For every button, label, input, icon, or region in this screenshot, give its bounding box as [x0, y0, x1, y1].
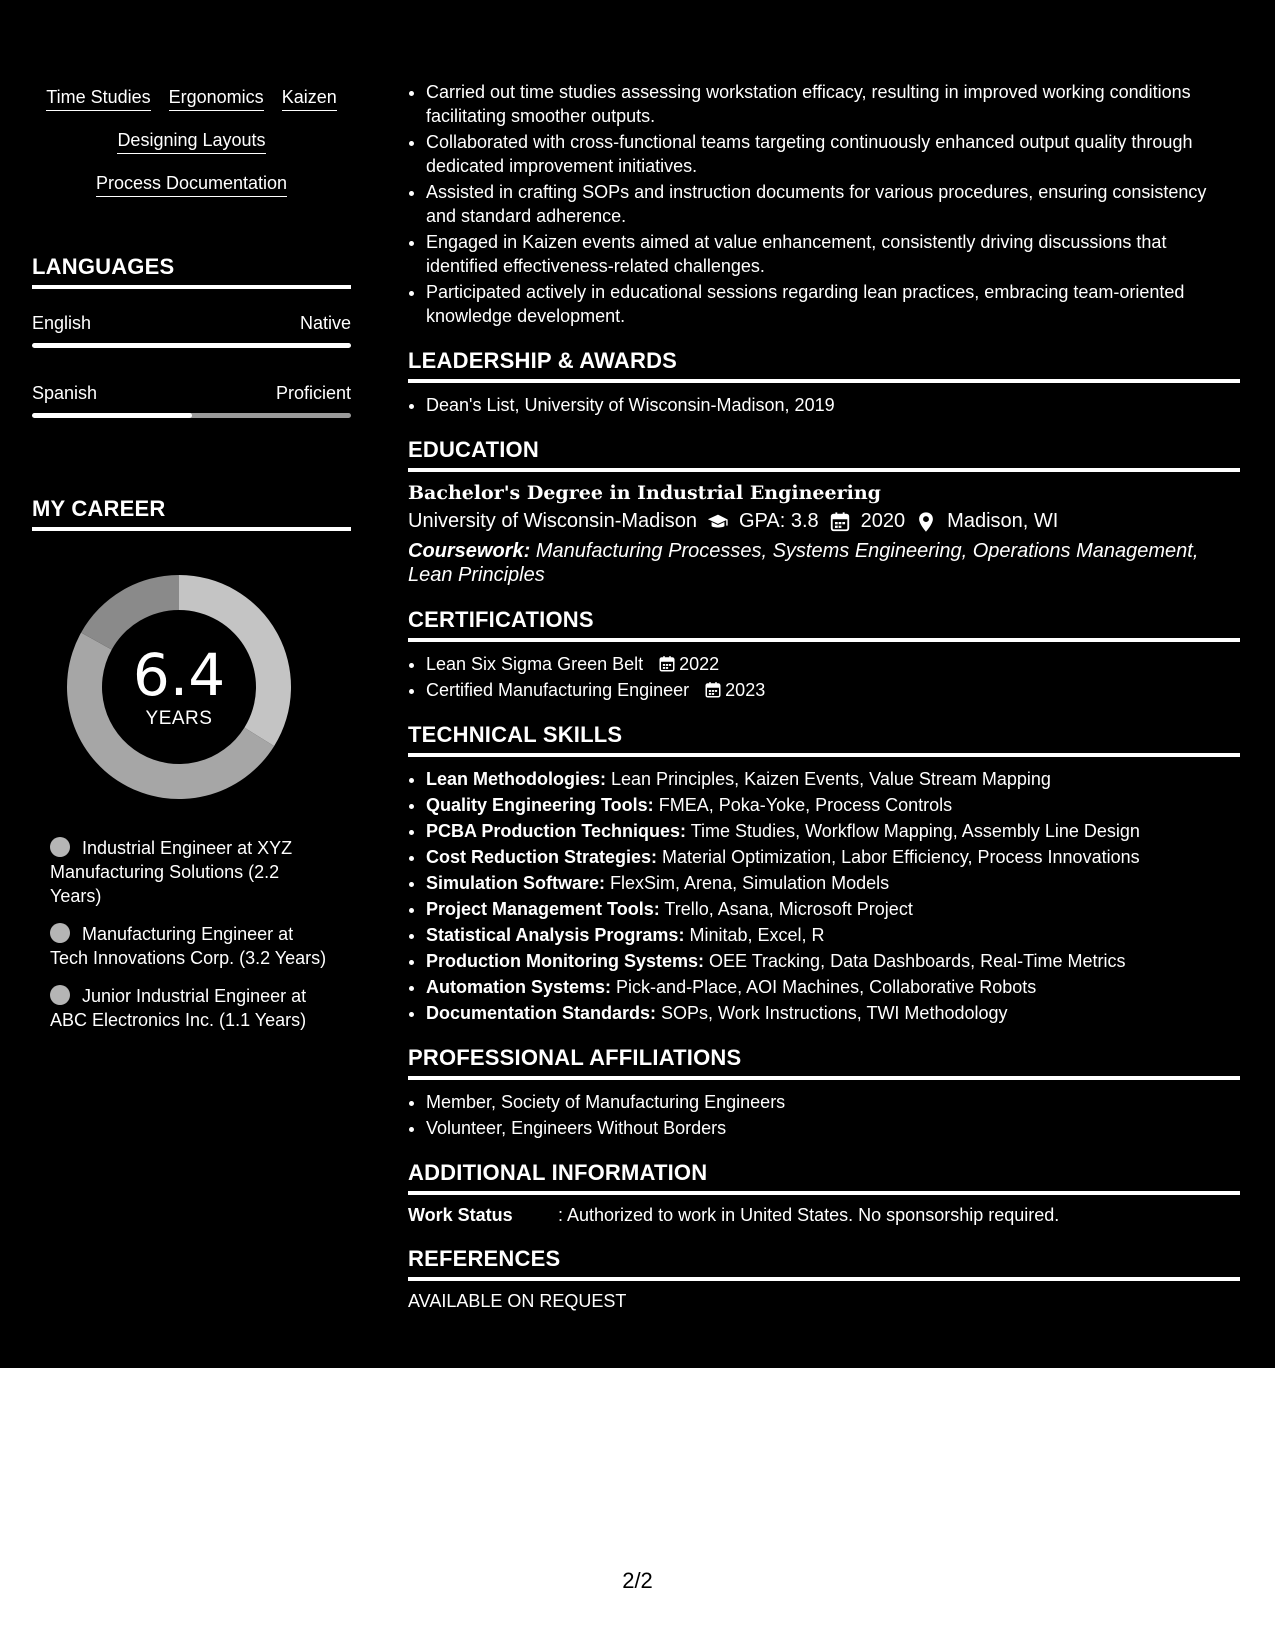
calendar-icon — [829, 511, 851, 533]
graduation-year: 2020 — [860, 510, 906, 532]
skills-tags — [32, 86, 351, 215]
education-heading: EDUCATION — [408, 437, 1240, 472]
career-item-text: Junior Industrial Engineer at ABC Electronics Inc. (1.1 Years) — [50, 986, 307, 1030]
affiliations-heading: PROFESSIONAL AFFILIATIONS — [408, 1045, 1240, 1080]
technical-skill-value: Lean Principles, Kaizen Events, Value Stream Mapping — [611, 769, 1051, 789]
career-dot-icon — [50, 923, 70, 943]
language-proficiency-fill — [32, 343, 351, 348]
degree-title: Bachelor's Degree in Industrial Engineering — [408, 482, 881, 504]
experience-bullet: • Collaborated with cross-functional teams targeting continuously enhanced output quality through dedicated improvement initiatives. — [426, 130, 1240, 178]
work-status-row — [408, 1205, 1240, 1226]
technical-skill-item — [426, 975, 1240, 999]
career-item — [50, 836, 330, 908]
coursework — [408, 539, 1240, 587]
school-name: University of Wisconsin-Madison — [408, 510, 697, 532]
certification-name: Lean Six Sigma Green Belt — [426, 654, 644, 674]
technical-skill-label: Automation Systems: — [426, 977, 612, 997]
career-item — [50, 922, 330, 970]
affiliation-item: • Volunteer, Engineers Without Borders — [426, 1116, 1240, 1140]
career-dot-icon — [50, 837, 70, 857]
technical-skill-value: FMEA, Poka-Yoke, Process Controls — [658, 795, 953, 815]
career-total-years: 6.4 — [132, 641, 226, 709]
languages-heading: LANGUAGES — [32, 254, 351, 289]
language-proficiency-fill — [32, 413, 192, 418]
certification-year: 2022 — [679, 654, 720, 674]
language-name: Spanish — [32, 383, 98, 403]
technical-skill-item — [426, 949, 1240, 973]
language-row — [32, 313, 351, 334]
technical-skill-label: Simulation Software: — [426, 873, 606, 893]
technical-skill-label: Quality Engineering Tools: — [426, 795, 654, 815]
additional-info-heading: ADDITIONAL INFORMATION — [408, 1160, 1240, 1195]
location-pin-icon — [915, 511, 937, 533]
gpa: GPA: 3.8 — [738, 510, 819, 532]
experience-bullets — [408, 80, 1240, 328]
certification-item — [426, 652, 1240, 676]
technical-skill-item — [426, 819, 1240, 843]
language-proficiency-bar — [32, 343, 351, 348]
certifications-list — [408, 652, 1240, 702]
technical-skill-label: PCBA Production Techniques: — [426, 821, 687, 841]
page-number: 2/2 — [622, 1568, 653, 1593]
technical-skill-label: Statistical Analysis Programs: — [426, 925, 685, 945]
certification-name: Certified Manufacturing Engineer — [426, 680, 690, 700]
education-meta — [408, 510, 1240, 533]
technical-skill-label: Production Monitoring Systems: — [426, 951, 705, 971]
work-status-value: : Authorized to work in United States. No sponsorship required. — [558, 1205, 1060, 1225]
career-item — [50, 984, 330, 1032]
technical-skill-item — [426, 923, 1240, 947]
technical-skill-item — [426, 897, 1240, 921]
skill-row — [32, 129, 351, 154]
calendar-icon — [704, 681, 722, 699]
sidebar — [0, 0, 380, 1368]
career-item-text: Manufacturing Engineer at Tech Innovations Corp. (3.2 Years) — [50, 924, 327, 968]
experience-bullet: • Carried out time studies assessing workstation efficacy, resulting in improved working conditions facilitating smoother outputs. — [426, 80, 1240, 128]
career-donut-segment — [81, 575, 179, 650]
experience-bullet: • Engaged in Kaizen events aimed at value enhancement, consistently driving discussions that identified effectiveness-related challenges. — [426, 230, 1240, 278]
main-content — [408, 80, 1240, 1312]
technical-skill-label: Lean Methodologies: — [426, 769, 606, 789]
technical-skill-item — [426, 767, 1240, 791]
technical-skill-label: Project Management Tools: — [426, 899, 660, 919]
certification-item — [426, 678, 1240, 702]
skill-row — [32, 86, 351, 111]
language-name: English — [32, 313, 92, 333]
language-proficiency-bar — [32, 413, 351, 418]
career-item-text: Industrial Engineer at XYZ Manufacturing Solutions (2.2 Years) — [50, 838, 293, 906]
coursework-list: Manufacturing Processes, Systems Engineering, Operations Management, Lean Principles — [408, 540, 1199, 586]
work-status-label: Work Status — [408, 1205, 513, 1225]
references-text: AVAILABLE ON REQUEST — [408, 1291, 627, 1311]
career-years-label: YEARS — [145, 708, 213, 729]
certification-year: 2023 — [725, 680, 766, 700]
technical-skill-value: Minitab, Excel, R — [689, 925, 825, 945]
language-row — [32, 383, 351, 404]
career-donut — [66, 574, 292, 800]
language-level: Native — [299, 313, 351, 333]
technical-skill-label: Cost Reduction Strategies: — [426, 847, 658, 867]
skill-row — [32, 172, 351, 197]
coursework-label: Coursework: — [408, 540, 531, 562]
technical-skill-value: Trello, Asana, Microsoft Project — [664, 899, 913, 919]
technical-skill-value: FlexSim, Arena, Simulation Models — [610, 873, 890, 893]
technical-skill-item — [426, 871, 1240, 895]
calendar-icon — [658, 655, 676, 673]
skill-tag: Time Studies — [46, 86, 150, 111]
career-list — [50, 836, 330, 1046]
affiliation-item: • Member, Society of Manufacturing Engineers — [426, 1090, 1240, 1114]
leadership-list — [408, 393, 1240, 417]
skill-tag: Process Documentation — [96, 172, 287, 197]
technical-skill-item — [426, 845, 1240, 869]
technical-skills-heading: TECHNICAL SKILLS — [408, 722, 1240, 757]
skill-tag: Designing Layouts — [117, 129, 265, 154]
technical-skill-item — [426, 1001, 1240, 1025]
skill-tag: Kaizen — [282, 86, 337, 111]
career-dot-icon — [50, 985, 70, 1005]
leadership-item: • Dean's List, University of Wisconsin-Madison, 2019 — [426, 393, 1240, 417]
technical-skill-item — [426, 793, 1240, 817]
leadership-heading: LEADERSHIP & AWARDS — [408, 348, 1240, 383]
career-heading: MY CAREER — [32, 496, 351, 531]
skill-tag: Ergonomics — [169, 86, 264, 111]
affiliations-list — [408, 1090, 1240, 1140]
technical-skill-value: Time Studies, Workflow Mapping, Assembly Line Design — [690, 821, 1140, 841]
technical-skill-value: Pick-and-Place, AOI Machines, Collaborative Robots — [616, 977, 1037, 997]
technical-skill-value: Material Optimization, Labor Efficiency, Process Innovations — [662, 847, 1140, 867]
experience-bullet: • Participated actively in educational sessions regarding lean practices, embracing team-oriented knowledge development. — [426, 280, 1240, 328]
certifications-heading: CERTIFICATIONS — [408, 607, 1240, 642]
technical-skill-label: Documentation Standards: — [426, 1003, 657, 1023]
references-heading: REFERENCES — [408, 1246, 1240, 1281]
experience-bullet: • Assisted in crafting SOPs and instruction documents for various procedures, ensuring consistency and standard adherence. — [426, 180, 1240, 228]
technical-skills-list — [408, 767, 1240, 1025]
education-location: Madison, WI — [947, 510, 1059, 532]
technical-skill-value: OEE Tracking, Data Dashboards, Real-Time Metrics — [709, 951, 1126, 971]
technical-skill-value: SOPs, Work Instructions, TWI Methodology — [661, 1003, 1008, 1023]
language-level: Proficient — [275, 383, 351, 403]
graduation-cap-icon — [707, 511, 729, 533]
